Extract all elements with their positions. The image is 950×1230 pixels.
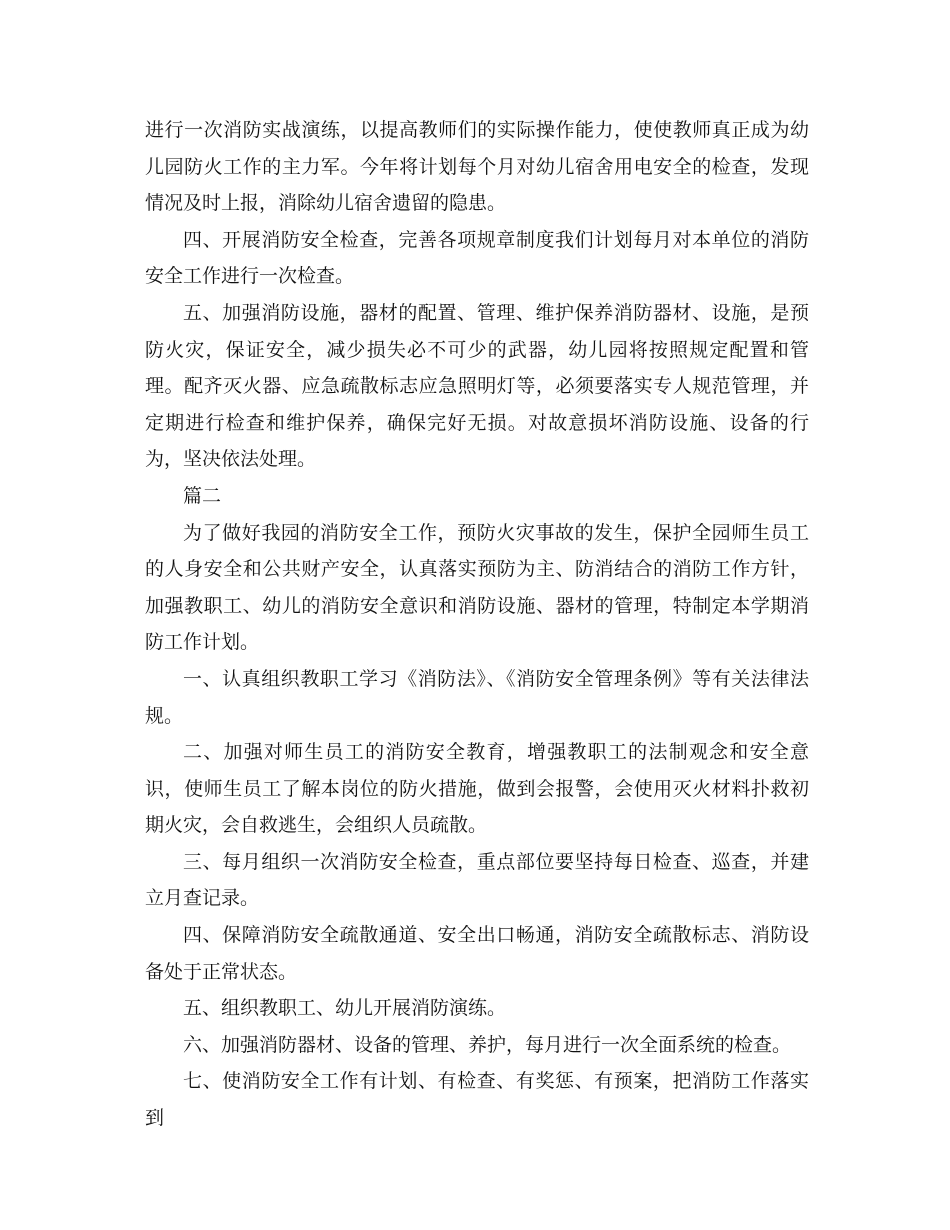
section-heading-part-two: 篇二 (183, 484, 222, 507)
paragraph-item-2: 二、加强对师生员工的消防安全教育，增强教职工的法制观念和安全意识，使师生员工了解本岗位的防火措施，做到会报警，会使用灭火材料扑救初期火灾，会自救逃生，会组织人员疏散。 (145, 741, 809, 837)
paragraph-item-3: 三、每月组织一次消防安全检查，重点部位要坚持每日检查、巡查，并建立月查记录。 (145, 850, 809, 910)
paragraph-item-4-inspection: 四、开展消防安全检查，完善各项规章制度我们计划每月对本单位的消防安全工作进行一次检查。 (145, 228, 809, 288)
paragraph-item-6: 六、加强消防器材、设备的管理、养护，每月进行一次全面系统的检查。 (183, 1033, 792, 1056)
paragraph-item-1: 一、认真组织教职工学习《消防法》、《消防安全管理条例》等有关法律法规。 (145, 667, 809, 727)
paragraph-item-5-facilities: 五、加强消防设施，器材的配置、管理、维护保养消防器材、设施，是预防火灾，保证安全，减少损失必不可少的武器，幼儿园将按照规定配置和管理。配齐灭火器、应急疏散标志应急照明灯等，必须要落实专人规范管理，并定期进行检查和维护保养，确保完好无损。对故意损坏消防设施、设备的行为，坚决依法处理。 (145, 301, 809, 471)
document-body (145, 112, 809, 1137)
paragraph-intro: 为了做好我园的消防安全工作，预防火灾事故的发生，保护全园师生员工的人身安全和公共财产安全，认真落实预防为主、防消结合的消防工作方针，加强教职工、幼儿的消防安全意识和消防设施、器材的管理，特制定本学期消防工作计划。 (145, 521, 809, 654)
paragraph-continuation: 进行一次消防实战演练，以提高教师们的实际操作能力，使使教师真正成为幼儿园防火工作的主力军。今年将计划每个月对幼儿宿舍用电安全的检查，发现情况及时上报，消除幼儿宿舍遗留的隐患。 (145, 119, 809, 215)
paragraph-item-4: 四、保障消防安全疏散通道、安全出口畅通，消防安全疏散标志、消防设备处于正常状态。 (145, 924, 809, 983)
paragraph-item-5: 五、组织教职工、幼儿开展消防演练。 (183, 997, 507, 1020)
paragraph-item-7: 七、使消防安全工作有计划、有检查、有奖惩、有预案，把消防工作落实到 (145, 1070, 809, 1130)
